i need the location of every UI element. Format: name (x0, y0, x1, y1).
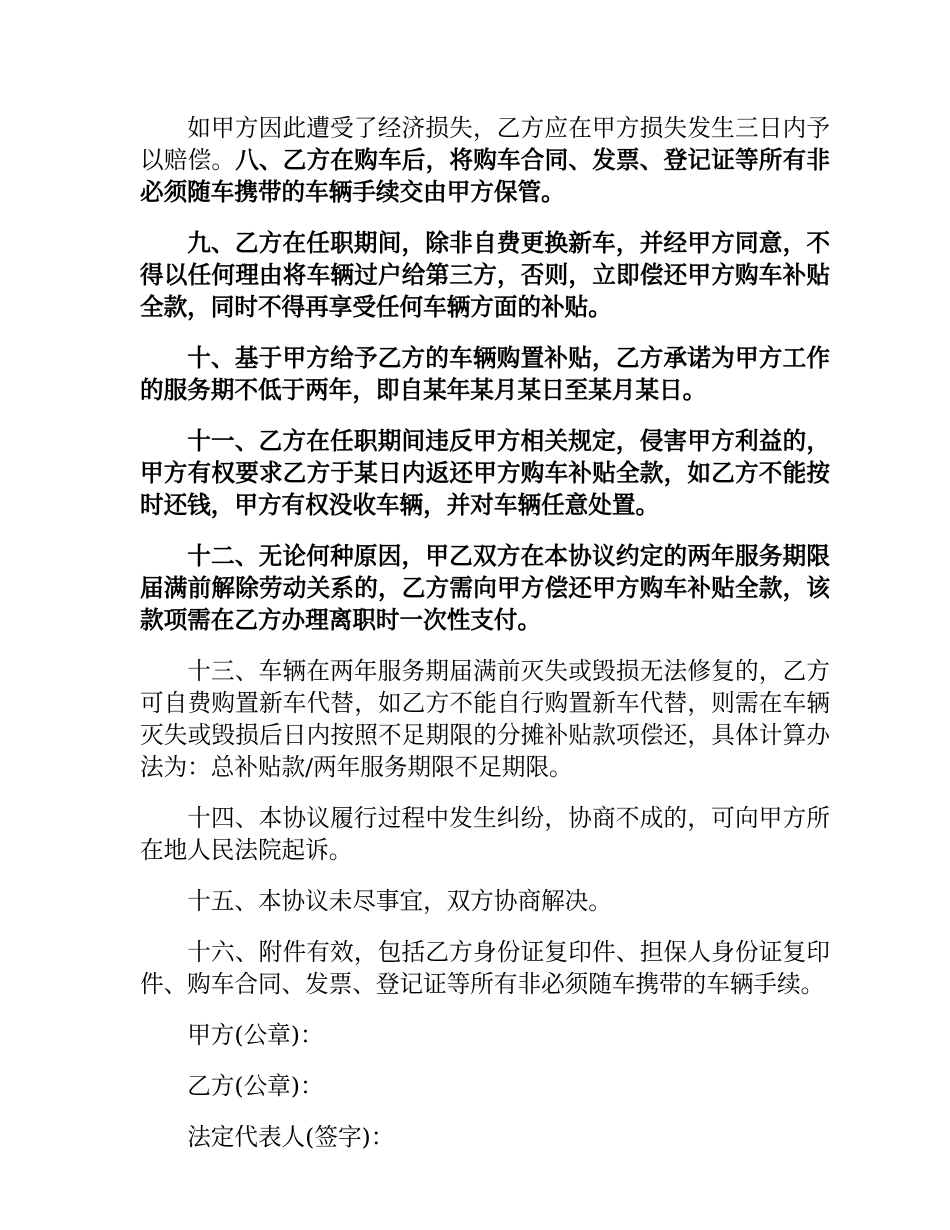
paragraph-clause-10: 十、基于甲方给予乙方的车辆购置补贴，乙方承诺为甲方工作的服务期不低于两年，即自某年某月某日至某月某日。 (140, 344, 830, 404)
signature-legal-representative: 法定代表人(签字)： (187, 1123, 395, 1151)
paragraph-clause-16: 十六、附件有效，包括乙方身份证复印件、担保人身份证复印件、购车合同、发票、登记证等所有非必须随车携带的车辆手续。 (140, 938, 830, 998)
paragraph-clause-9: 九、乙方在任职期间，除非自费更换新车，并经甲方同意，不得以任何理由将车辆过户给第三方，否则，立即偿还甲方购车补贴全款，同时不得再享受任何车辆方面的补贴。 (140, 229, 830, 321)
paragraph-clause-15: 十五、本协议未尽事宜，双方协商解决。 (187, 887, 612, 915)
paragraph-clause-14: 十四、本协议履行过程中发生纠纷，协商不成的，可向甲方所在地人民法院起诉。 (140, 804, 830, 864)
paragraph-text: 如甲方因此遭受了经济损失，乙方应在甲方损失发生三日内予以赔偿。 (140, 114, 830, 174)
paragraph-compensation-and-clause-8 (140, 112, 830, 208)
paragraph-text-bold: 八、乙方在购车后，将购车合同、发票、登记证等所有非必须随车携带的车辆手续交由甲方保管。 (140, 146, 830, 206)
signature-party-a: 甲方(公章)： (187, 1021, 324, 1049)
signature-party-b: 乙方(公章)： (187, 1072, 324, 1100)
paragraph-clause-13: 十三、车辆在两年服务期届满前灭失或毁损无法修复的，乙方可自费购置新车代替，如乙方不能自行购置新车代替，则需在车辆灭失或毁损后日内按照不足期限的分摊补贴款项偿还，具体计算办法为：总补贴款/两年服务期限不足期限。 (140, 657, 830, 781)
document-page (140, 112, 830, 1172)
paragraph-clause-12: 十二、无论何种原因，甲乙双方在本协议约定的两年服务期限届满前解除劳动关系的，乙方需向甲方偿还甲方购车补贴全款，该款项需在乙方办理离职时一次性支付。 (140, 542, 830, 634)
paragraph-clause-11: 十一、乙方在任职期间违反甲方相关规定，侵害甲方利益的，甲方有权要求乙方于某日内返还甲方购车补贴全款，如乙方不能按时还钱，甲方有权没收车辆，并对车辆任意处置。 (140, 427, 830, 519)
